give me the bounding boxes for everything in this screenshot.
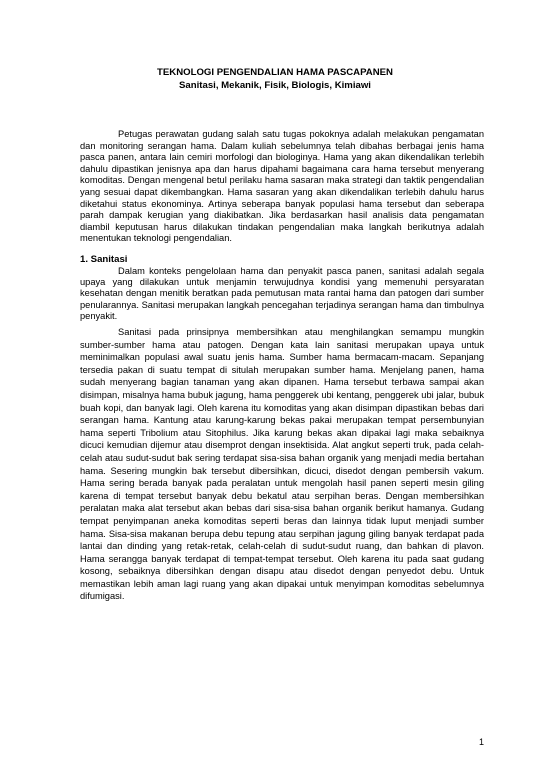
document-title: TEKNOLOGI PENGENDALIAN HAMA PASCAPANEN bbox=[157, 67, 393, 78]
document-subtitle: Sanitasi, Mekanik, Fisik, Biologis, Kimiawi bbox=[179, 80, 371, 91]
document-title-block bbox=[60, 66, 490, 92]
intro-paragraph: Petugas perawatan gudang salah satu tugas pokoknya adalah melakukan pengamatan dan monitoring serangan hama. Dalam kuliah sebelumnya telah dibahas berbagai jenis hama pasca panen, antara lain cemiri morfologi dan biologinya. Hama yang akan dikendalikan terlebih dahulu dipastikan jenisnya apa dan harus dipahami bagaimana cara hama tersebut menyerang komoditas. Dengan mengenal betul perilaku hama sasaran maka strategi dan taktik pengendalian yang sesuai dapat dikembangkan. Hama sasaran yang akan dikendalikan terlebih dahulu harus diketahui status ekonominya. Artinya seberapa banyak populasi hama tersebut dan seberapa parah dampak kerugian yang diakibatkan. Jika berdasarkan hasil analisis data pengamatan diambil keputusan harus dilakukan tindakan pengendalian maka langkah berikutnya adalah menentukan teknologi pengendalian. bbox=[80, 129, 484, 244]
sanitasi-paragraph-1: Dalam konteks pengelolaan hama dan penyakit pasca panen, sanitasi adalah segala upaya yang dilakukan untuk menjamin terwujudnya kondisi yang memenuhi persyaratan kesehatan dengan menitik beratkan pada pemutusan mata rantai hama dan patogen dari sumber penularannya. Sanitasi merupakan langkah pencegahan terjadinya serangan hama dan timbulnya penyakit. bbox=[80, 266, 484, 321]
sanitasi-paragraph-2: Sanitasi pada prinsipnya membersihkan atau menghilangkan semampu mungkin sumber-sumber hama atau patogen. Dengan kata lain sanitasi merupakan upaya untuk meminimalkan populasi awal suatu jenis hama. Sumber hama bermacam-macam. Sepanjang tersedia pakan di suatu tempat di situlah merupakan sumber hama. Menjelang panen, hama sudah menyerang bagian tanaman yang akan dipanen. Hama tersebut terbawa sampai akan disimpan, misalnya hama bubuk jagung, hama penggerek ubi kentang, penggerek ubi jalar, bubuk buah kopi, dan banyak lagi. Oleh karena itu komoditas yang akan disimpan dipastikan bebas dari serangan hama. Kantung atau karung-karung bekas pakai merupakan tempat persembunyian hama seperti Tribolium atau Sitophilus. Jika karung bekas akan dipakai lagi maka sebaiknya dicuci kemudian dijemur atau disemprot dengan insektisida. Alat angkut seperti truk, pada celah-celah atau sudut-sudut bak sering terdapat sisa-sisa bahan organik yang menjadi media bertahan hama. Sesering mungkin bak tersebut dibersihkan, dicuci, disedot dengan pembersih vakum. Hama sering berada banyak pada peralatan untuk mengolah hasil panen seperti mesin giling karena di tempat tersebut banyak debu bekatul atau serpihan beras. Dengan membersihkan peralatan maka alat tersebut akan bebas dari sisa-sisa bahan organik berikut hamanya. Gudang tempat penyimpanan aneka komoditas seperti beras dan lainnya tidak luput menjadi sumber hama. Sisa-sisa makanan berupa debu tepung atau serpihan jagung giling banyak terdapat pada lantai dan dinding yang retak-retak, celah-celah di sudut-sudut ruang, dan bahkan di plavon. Hama serangga banyak terdapat di tempat-tempat tersebut. Oleh karena itu pada saat gudang kosong, sebaiknya dibersihkan dengan disapu atau disedot dengan penyedot debu. Untuk memastikan lebih aman lagi ruang yang akan dipakai untuk menyimpan komoditas sebelumnya difumigasi. bbox=[80, 327, 484, 602]
section-heading-sanitasi: 1. Sanitasi bbox=[80, 254, 128, 265]
page-number: 1 bbox=[478, 737, 484, 747]
